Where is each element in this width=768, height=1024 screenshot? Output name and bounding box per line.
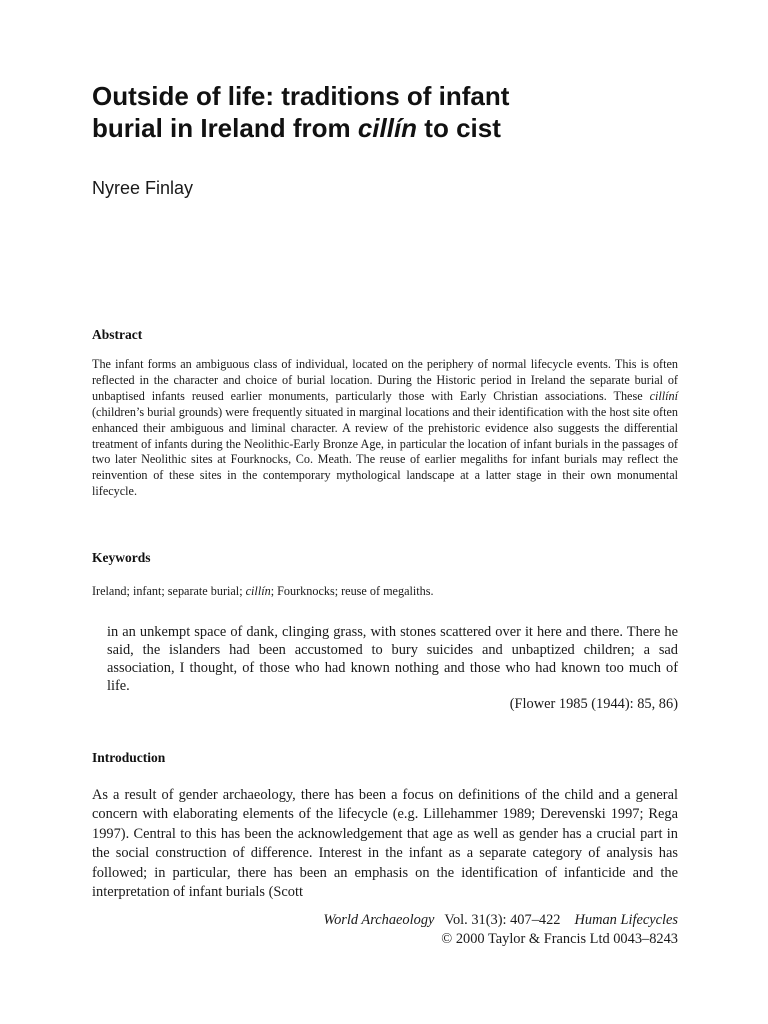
- keywords-italic-term: cillín: [245, 584, 271, 598]
- abstract-heading: Abstract: [92, 327, 143, 342]
- footer-issue-title: Human Lifecycles: [574, 912, 678, 928]
- abstract-text-part-1: The infant forms an ambiguous class of individual, located on the periphery of normal lifecycle events. This is often reflected in the character and choice of burial location. During the Historic period in Ireland the separate burial of unbaptised infants reused earlier monuments, particularly those with Early Christian associations. These: [92, 357, 678, 403]
- abstract-italic-term: cillíní: [649, 388, 678, 403]
- title-line-2-start: burial in Ireland from: [92, 113, 358, 143]
- introduction-heading: Introduction: [92, 750, 166, 765]
- keywords-heading: Keywords: [92, 550, 151, 565]
- title-line-2-end: to cist: [417, 113, 501, 143]
- page-footer: [323, 911, 678, 949]
- epigraph-quote: in an unkempt space of dank, clinging grass, with stones scattered over it here and there. There he said, the islanders had been accustomed to bury suicides and unbaptized children; a sad association, I thought, of those who had known nothing and those who had known too much of life.: [107, 624, 678, 694]
- epigraph-citation: (Flower 1985 (1944): 85, 86): [509, 696, 678, 712]
- footer-journal-name: World Archaeology: [323, 912, 435, 928]
- author-name: Nyree Finlay: [92, 178, 194, 198]
- abstract-text: [92, 357, 678, 500]
- introduction-text: As a result of gender archaeology, there has been a focus on definitions of the child and a general concern with elaborating elements of the lifecycle (e.g. Lillehammer 1989; Derevenski 1997; Rega 1997). Central to this has been the acknowledgement that age as well as gender has a crucial part in the social construction of difference. Interest in the infant as a separate category of analysis has followed; in particular, there has been an emphasis on the identification of infanticide and the interpretation of infant burials (Scott: [92, 787, 678, 901]
- article-title: [92, 80, 692, 144]
- footer-copyright: © 2000 Taylor & Francis Ltd 0043–8243: [441, 931, 678, 947]
- abstract-text-part-2: (children’s burial grounds) were frequently situated in marginal locations and their identification with the host site often enhanced their ambiguous and liminal character. A review of the prehistoric evidence also suggests the differential treatment of infants during the Neolithic-Early Bronze Age, in particular the location of infant burials in the passages of two later Neolithic sites at Fourknocks, Co. Meath. The reuse of earlier megaliths for infant burials may reflect the reinvention of these sites in the contemporary mythological landscape at a latter stage in their own monumental lifecycle.: [92, 404, 678, 499]
- title-line-1: Outside of life: traditions of infant: [92, 81, 510, 111]
- footer-citation-line: [323, 911, 678, 930]
- keywords-part-2: ; Fourknocks; reuse of megaliths.: [270, 584, 434, 598]
- keywords-text: [92, 583, 678, 599]
- footer-volume: Vol. 31(3): 407–422: [444, 912, 561, 928]
- keywords-part-1: Ireland; infant; separate burial;: [92, 584, 246, 598]
- title-italic-term: cillín: [357, 113, 418, 143]
